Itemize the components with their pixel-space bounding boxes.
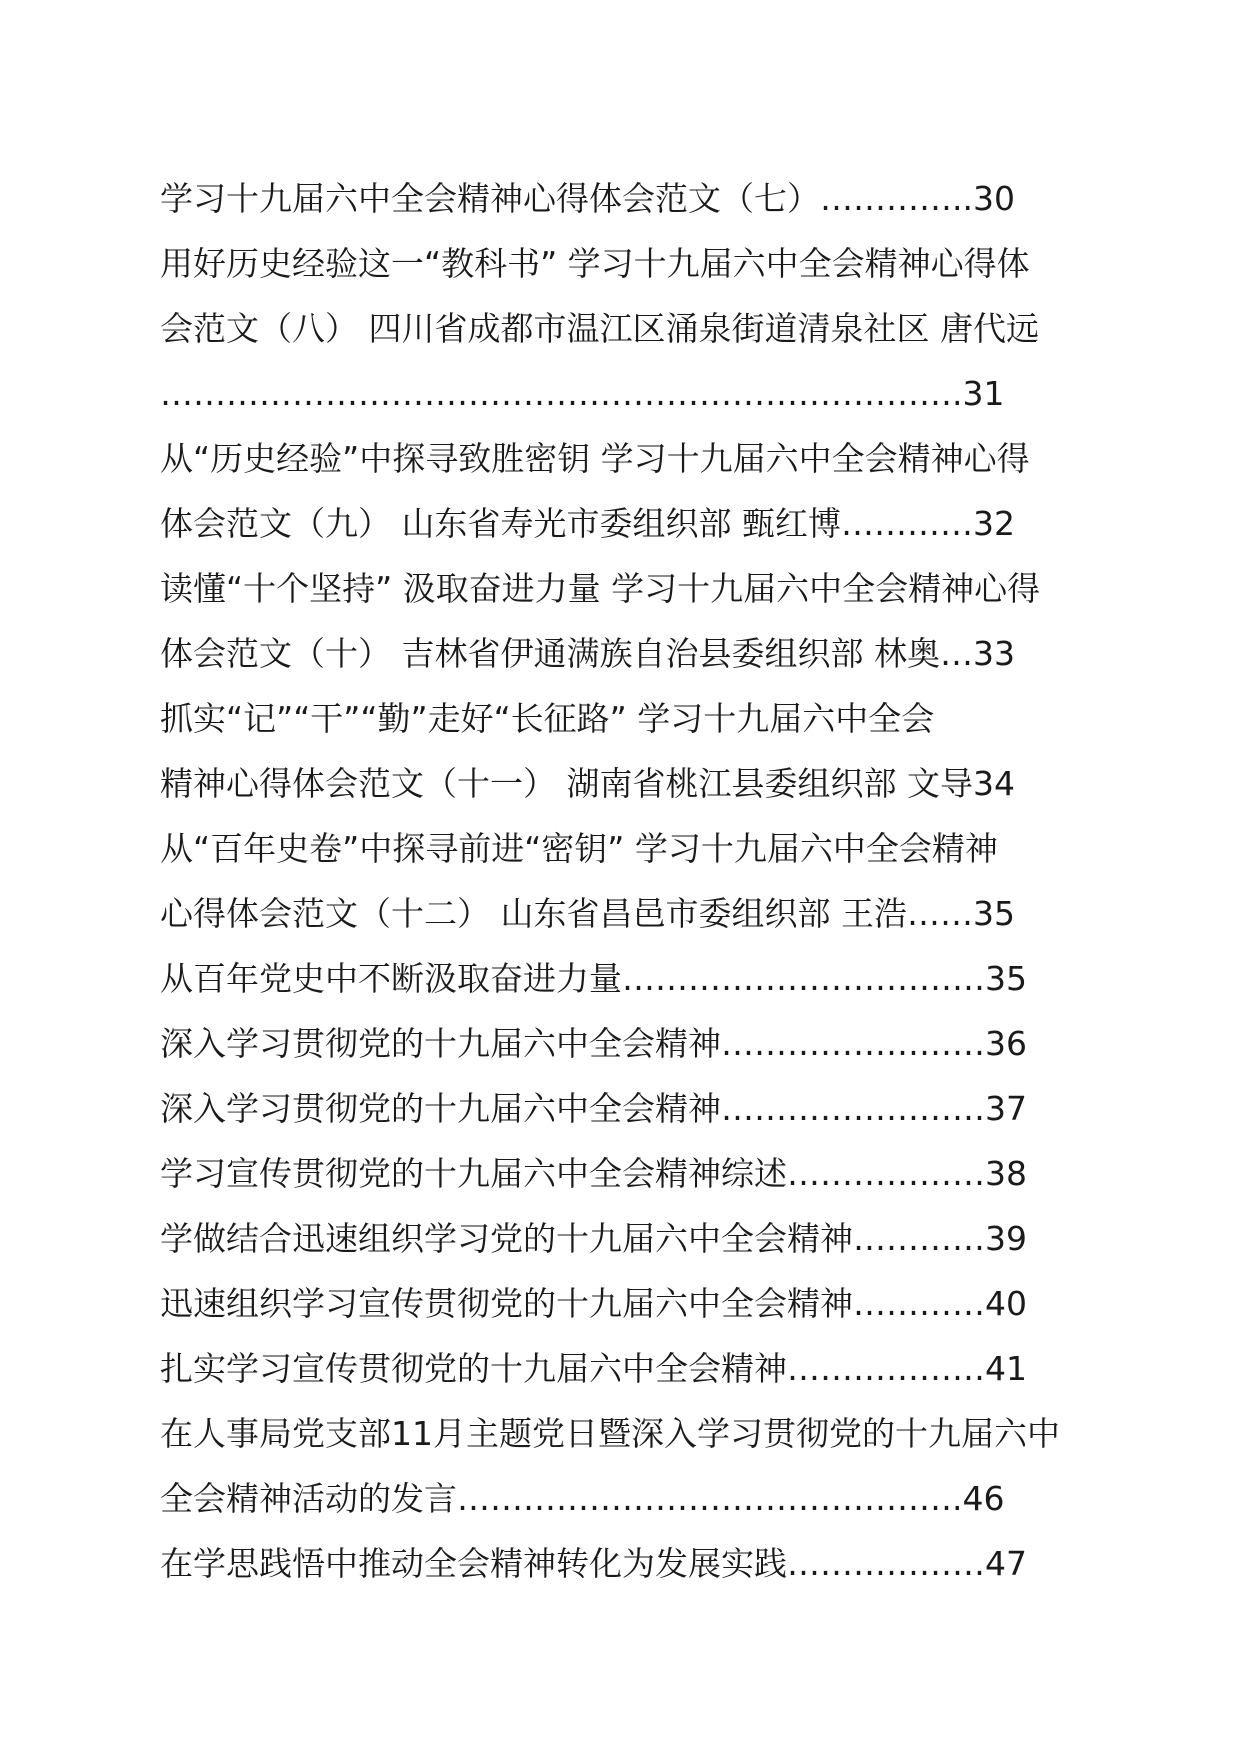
toc-line[interactable]: 用好历史经验这一“教科书” 学习十九届六中全会精神心得体 xyxy=(160,244,1030,283)
toc-line[interactable]: 学习宣传贯彻党的十九届六中全会精神综述………………38 xyxy=(160,1154,1027,1193)
toc-line[interactable]: 扎实学习宣传贯彻党的十九届六中全会精神………………41 xyxy=(160,1349,1027,1388)
toc-line[interactable]: 学做结合迅速组织学习党的十九届六中全会精神…………39 xyxy=(160,1219,1027,1258)
toc-line[interactable]: 深入学习贯彻党的十九届六中全会精神……………………36 xyxy=(160,1024,1027,1063)
toc-line[interactable]: 心得体会范文（十二） 山东省昌邑市委组织部 王浩……35 xyxy=(160,894,1015,933)
toc-line[interactable]: ……………………………………………………………….31 xyxy=(160,374,1005,413)
toc-line[interactable]: 读懂“十个坚持” 汲取奋进力量 学习十九届六中全会精神心得 xyxy=(160,569,1041,608)
toc-line[interactable]: 从“历史经验”中探寻致胜密钥 学习十九届六中全会精神心得 xyxy=(160,439,1030,478)
toc-line[interactable]: 从百年党史中不断汲取奋进力量……………………………35 xyxy=(160,959,1027,998)
toc-line[interactable]: 会范文（八） 四川省成都市温江区涌泉街道清泉社区 唐代远 xyxy=(160,309,1039,348)
toc-line[interactable]: 精神心得体会范文（十一） 湖南省桃江县委组织部 文导34 xyxy=(160,764,1015,803)
toc-line[interactable]: 在人事局党支部11月主题党日暨深入学习贯彻党的十九届六中 xyxy=(160,1414,1060,1453)
table-of-contents xyxy=(160,166,1100,1596)
toc-line[interactable]: 迅速组织学习宣传贯彻党的十九届六中全会精神…………40 xyxy=(160,1284,1027,1323)
toc-line[interactable]: 体会范文（十） 吉林省伊通满族自治县委组织部 林奥…33 xyxy=(160,634,1015,673)
toc-line[interactable]: 深入学习贯彻党的十九届六中全会精神……………………37 xyxy=(160,1089,1027,1128)
toc-line[interactable]: 体会范文（九） 山东省寿光市委组织部 甄红博…………32 xyxy=(160,504,1015,543)
toc-line[interactable]: 抓实“记”“干”“勤”走好“长征路” 学习十九届六中全会 xyxy=(160,699,935,738)
toc-line[interactable]: 在学思践悟中推动全会精神转化为发展实践………………47 xyxy=(160,1544,1027,1583)
toc-line[interactable]: 学习十九届六中全会精神心得体会范文（七）…………..30 xyxy=(160,179,1015,218)
toc-line[interactable]: 全会精神活动的发言……………………………………….46 xyxy=(160,1479,1005,1518)
toc-line[interactable]: 从“百年史卷”中探寻前进“密钥” 学习十九届六中全会精神 xyxy=(160,829,998,868)
